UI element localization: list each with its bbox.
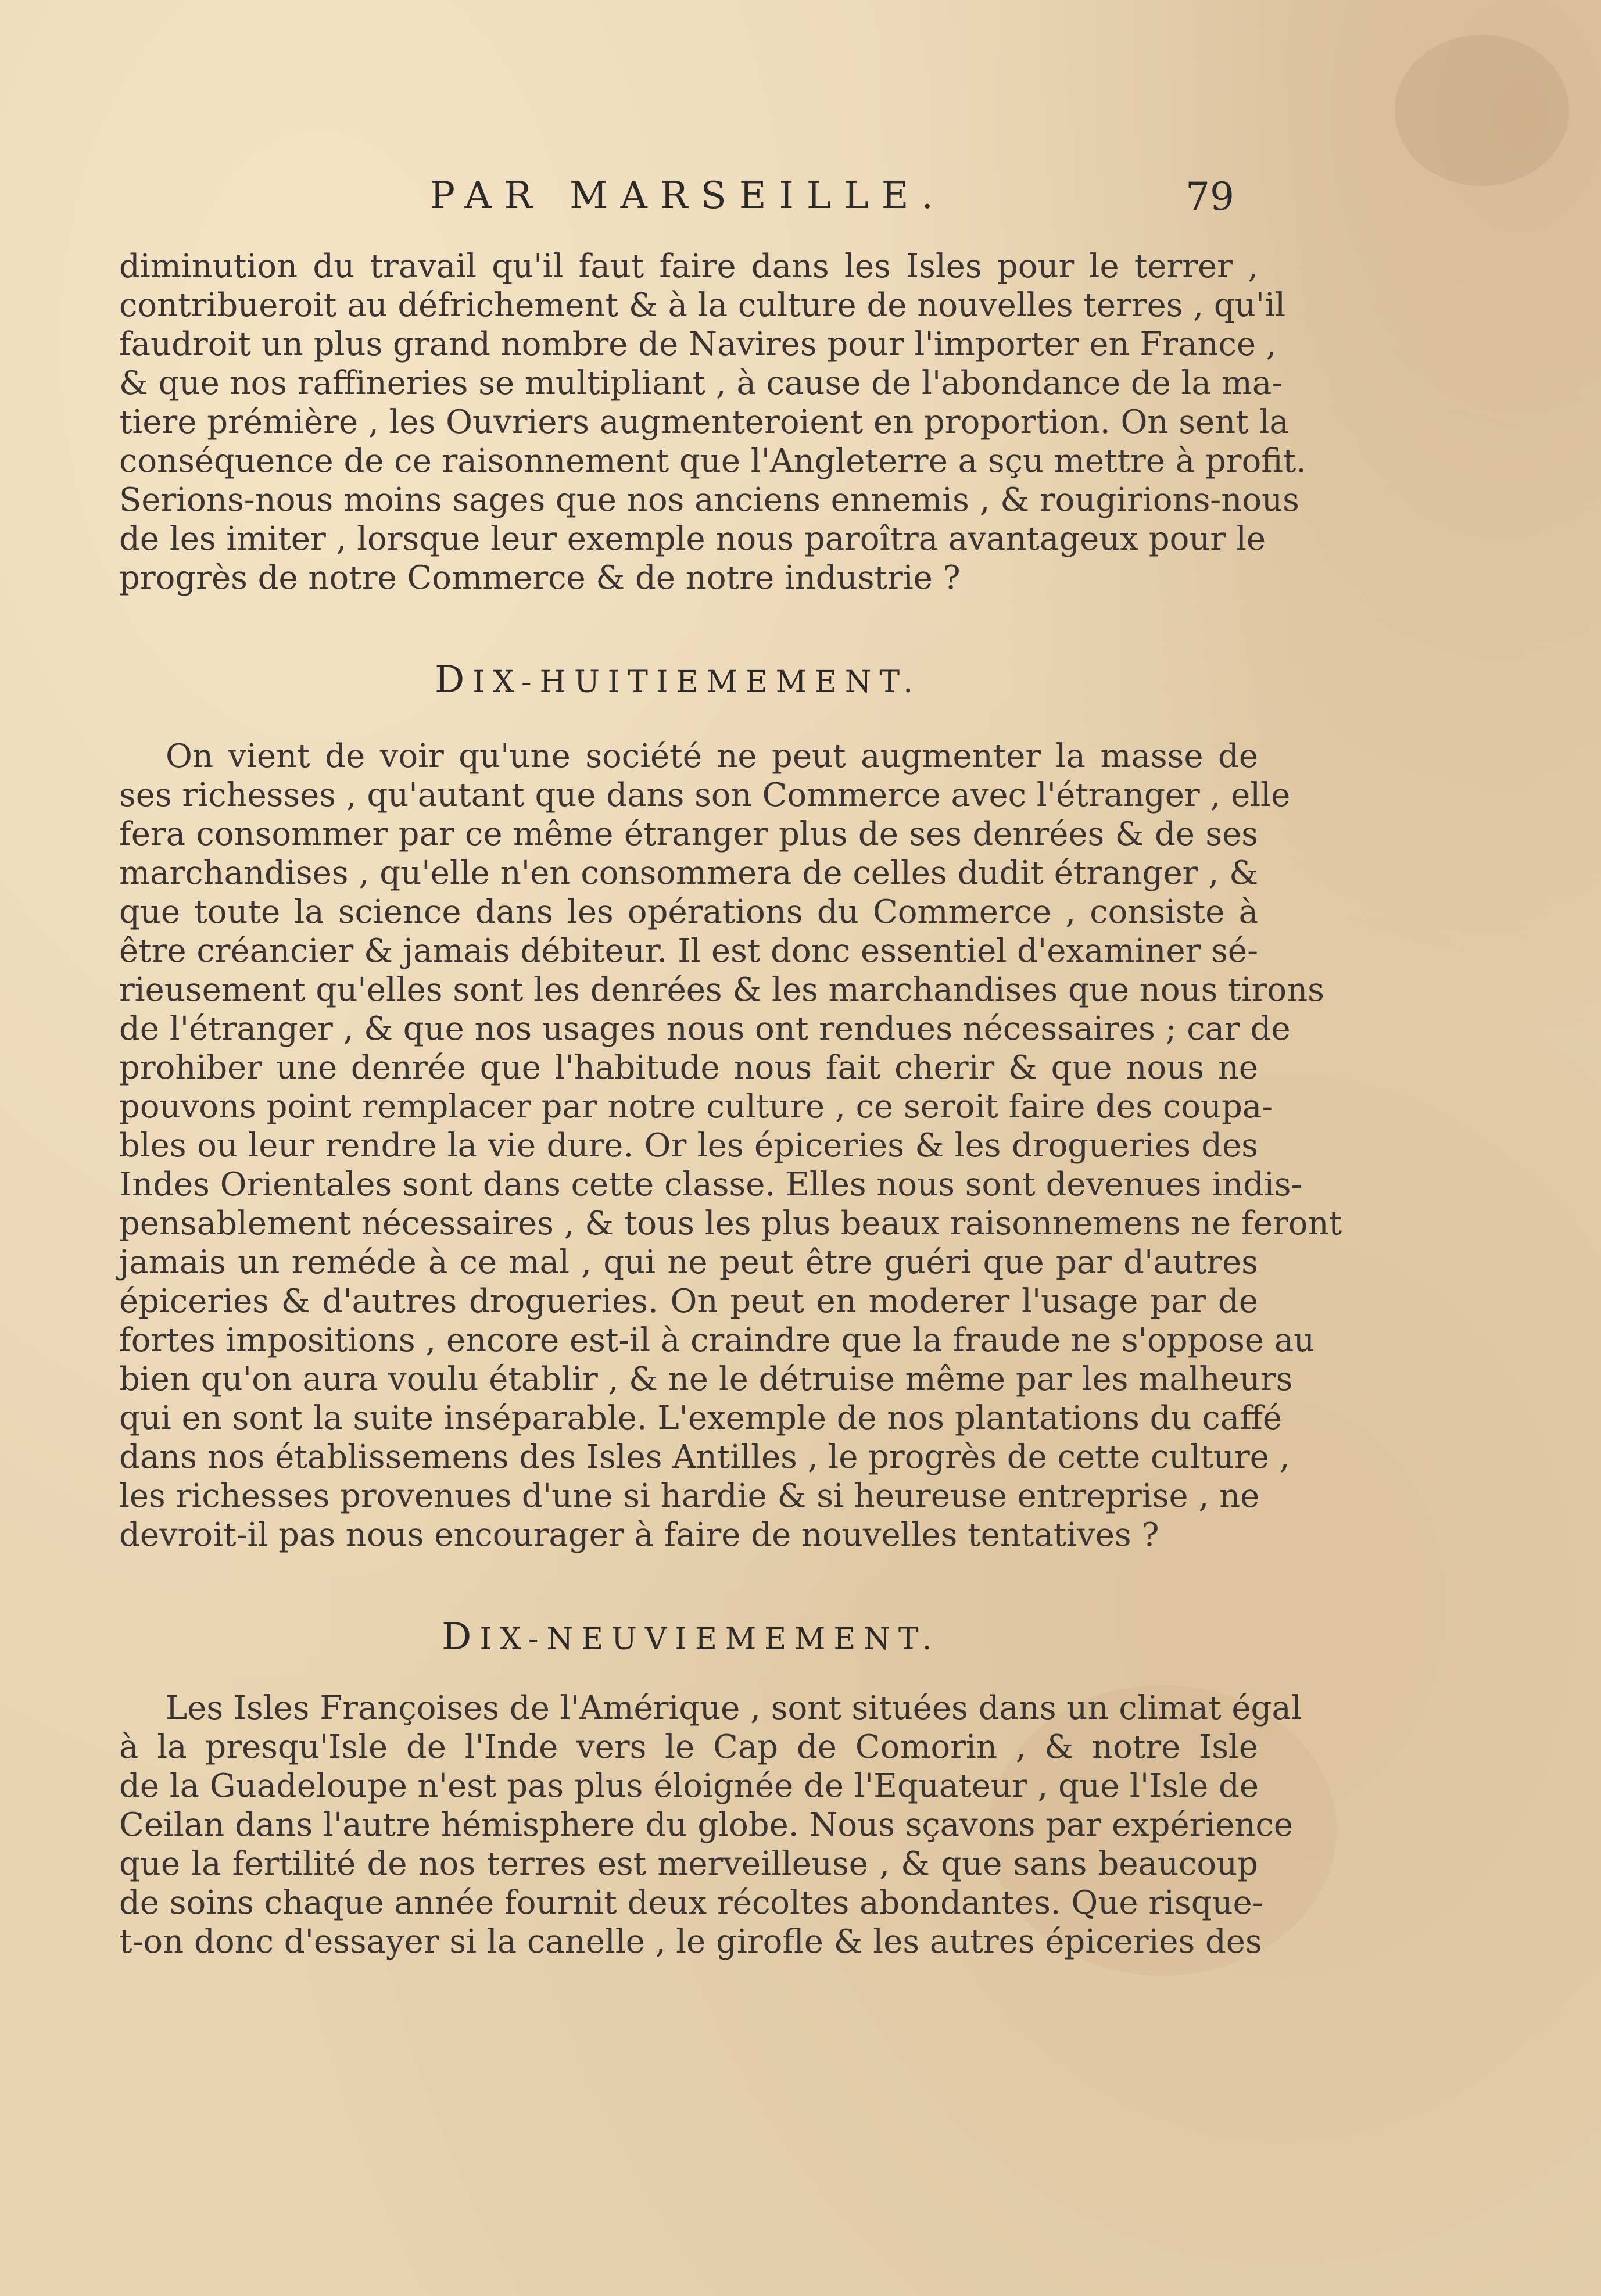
paragraph-continued <box>119 247 1306 597</box>
text-line: jamais un reméde à ce mal , qui ne peut être guéri que par d'autres <box>119 1244 1258 1281</box>
text-line: bles ou leur rendre la vie dure. Or les épiceries & les drogueries des <box>119 1127 1258 1165</box>
heading-text: IX-HUITIEMEMENT. <box>472 665 921 700</box>
text-line: Indes Orientales sont dans cette classe. Elles nous sont devenues indis- <box>119 1166 1302 1203</box>
text-line: que toute la science dans les opérations du Commerce , consiste à <box>119 893 1258 931</box>
text-line: de les imiter , lorsque leur exemple nous paroîtra avantageux pour le <box>119 520 1266 558</box>
text-line: dans nos établissemens des Isles Antilles , le progrès de cette culture , <box>119 1438 1290 1476</box>
heading-initial: D <box>435 658 473 701</box>
text-line: fortes impositions , encore est-il à craindre que la fraude ne s'oppose au <box>119 1321 1315 1359</box>
text-line: fera consommer par ce même étranger plus de ses denrées & de ses <box>119 815 1258 853</box>
text-line: marchandises , qu'elle n'en consommera de celles dudit étranger , & <box>119 854 1258 892</box>
text-line: diminution du travail qu'il faut faire dans les Isles pour le terrer , <box>119 248 1258 285</box>
text-line: bien qu'on aura voulu établir , & ne le détruise même par les malheurs <box>119 1360 1293 1398</box>
text-line: pensablement nécessaires , & tous les plus beaux raisonnemens ne feront <box>119 1205 1342 1242</box>
section-heading-dix-huitiemement <box>435 658 921 701</box>
text-line: qui en sont la suite inséparable. L'exemple de nos plantations du caffé <box>119 1399 1283 1437</box>
text-line: rieusement qu'elles sont les denrées & les marchandises que nous tirons <box>119 971 1324 1009</box>
section-heading-dix-neuviemement <box>442 1616 940 1659</box>
page-number: 79 <box>1185 174 1234 219</box>
text-line: à la presqu'Isle de l'Inde vers le Cap de Comorin , & notre Isle <box>119 1728 1258 1766</box>
text-line: de soins chaque année fournit deux récoltes abondantes. Que risque- <box>119 1884 1263 1922</box>
text-line: Les Isles Françoises de l'Amérique , sont situées dans un climat égal <box>166 1689 1302 1727</box>
text-line: de l'étranger , & que nos usages nous ont rendues nécessaires ; car de <box>119 1010 1291 1048</box>
text-line: conséquence de ce raisonnement que l'Angleterre a sçu mettre à profit. <box>119 442 1306 480</box>
text-line: contribueroit au défrichement & à la culture de nouvelles terres , qu'il <box>119 286 1285 324</box>
text-line: Ceilan dans l'autre hémisphere du globe. Nous sçavons par expérience <box>119 1806 1294 1844</box>
running-head: PAR MARSEILLE. <box>430 174 946 217</box>
text-line: On vient de voir qu'une société ne peut augmenter la masse de <box>166 737 1258 775</box>
paragraph-dix-neuviemement <box>119 1689 1302 1961</box>
text-line: tiere prémière , les Ouvriers augmenteroient en proportion. On sent la <box>119 403 1289 441</box>
heading-initial: D <box>442 1616 480 1659</box>
text-line: prohiber une denrée que l'habitude nous fait cherir & que nous ne <box>119 1049 1258 1087</box>
text-line: progrès de notre Commerce & de notre industrie ? <box>119 559 961 597</box>
paragraph-dix-huitiemement <box>119 737 1342 1554</box>
text-line: les richesses provenues d'une si hardie & si heureuse entreprise , ne <box>119 1477 1260 1515</box>
text-line: t-on donc d'essayer si la canelle , le girofle & les autres épiceries des <box>119 1923 1262 1961</box>
text-line: & que nos raffineries se multipliant , à cause de l'abondance de la ma- <box>119 364 1283 402</box>
heading-text: IX-NEUVIEMEMENT. <box>479 1622 940 1657</box>
text-line: faudroit un plus grand nombre de Navires pour l'importer en France , <box>119 325 1277 363</box>
text-line: Serions-nous moins sages que nos anciens ennemis , & rougirions-nous <box>119 481 1299 519</box>
text-line: être créancier & jamais débiteur. Il est donc essentiel d'examiner sé- <box>119 932 1258 970</box>
text-line: que la fertilité de nos terres est merveilleuse , & que sans beaucoup <box>119 1845 1258 1883</box>
paper-stain <box>1395 35 1569 186</box>
text-line: ses richesses , qu'autant que dans son Commerce avec l'étranger , elle <box>119 776 1291 814</box>
text-line: de la Guadeloupe n'est pas plus éloignée de l'Equateur , que l'Isle de <box>119 1767 1259 1805</box>
text-line: devroit-il pas nous encourager à faire de nouvelles tentatives ? <box>119 1516 1159 1554</box>
text-line: pouvons point remplacer par notre culture , ce seroit faire des coupa- <box>119 1088 1273 1126</box>
text-line: épiceries & d'autres drogueries. On peut en moderer l'usage par de <box>119 1283 1258 1320</box>
